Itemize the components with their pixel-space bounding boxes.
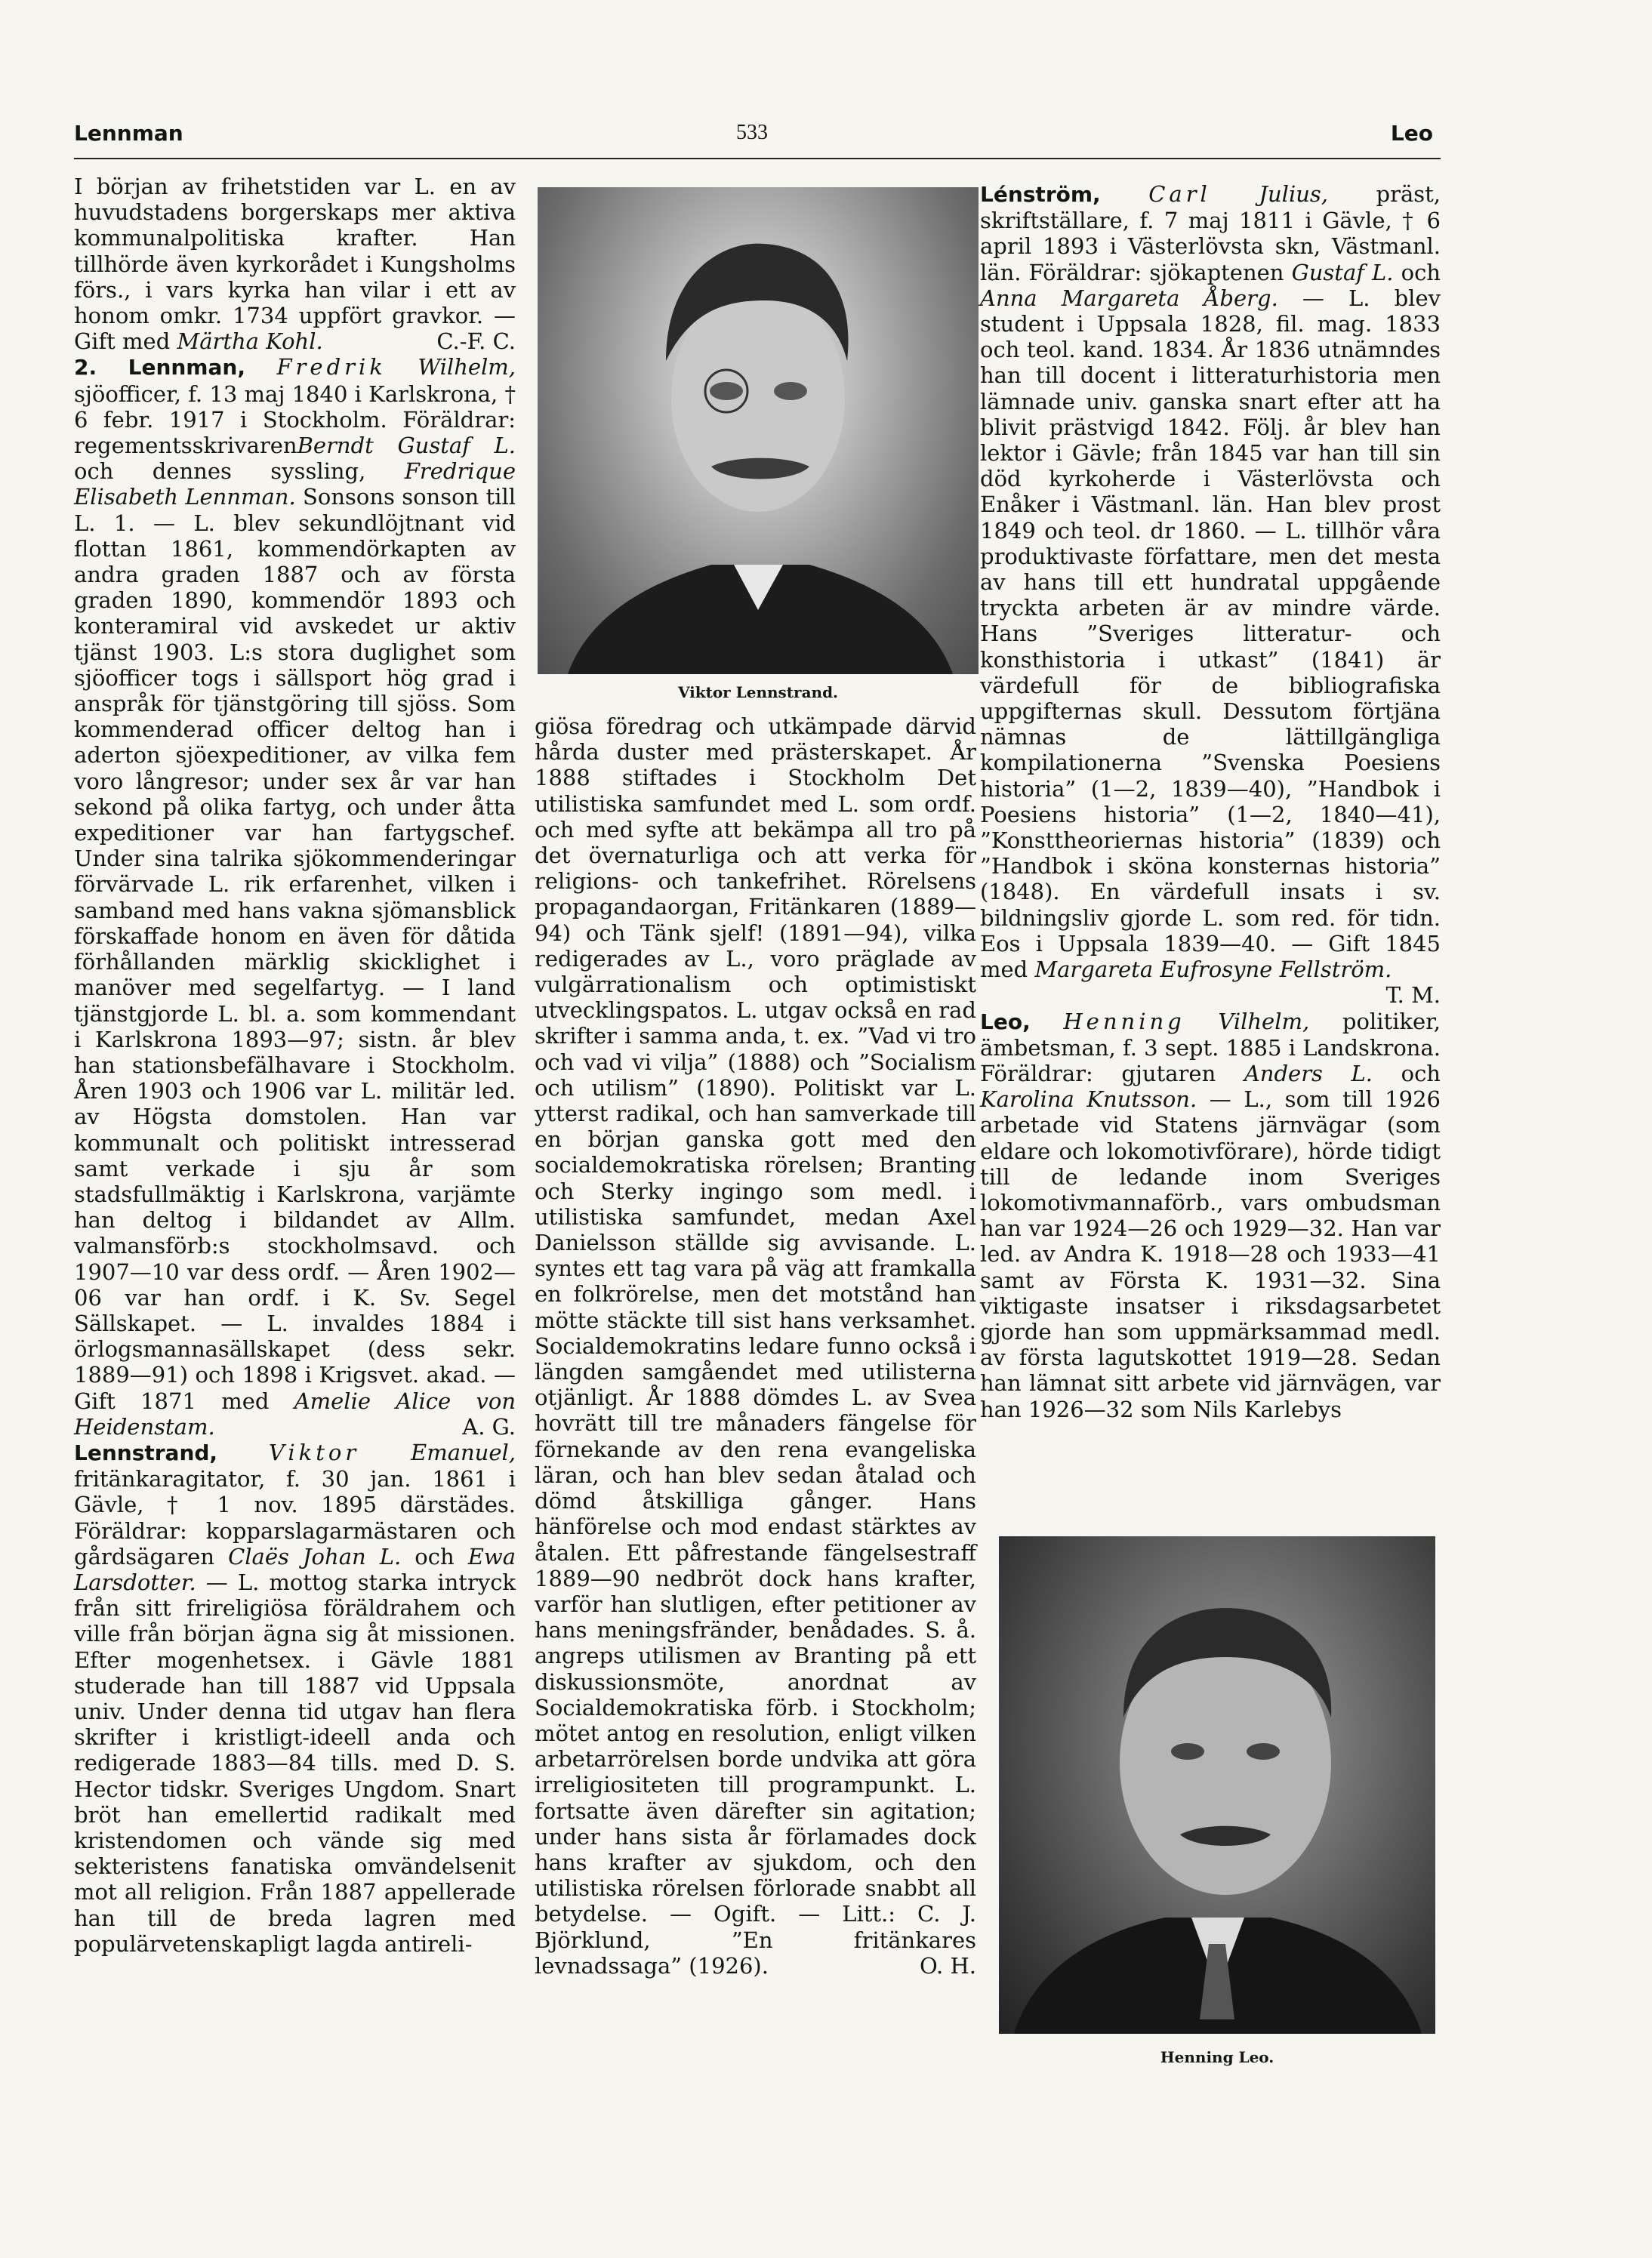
column-1 bbox=[74, 174, 516, 2076]
portrait-drawing bbox=[538, 187, 979, 674]
lennman-1-continuation: I början av frihetstiden var L. en av huvudstadens borgerskaps mer aktiva kommunalpolitiska krafter. Han tillhörde även kyrkorådet i Kungsholms förs., i vars kyrka han vilar i ett av honom omkr. 1734 uppfört gravkor. — Gift med Märtha Kohl. C.-F. C. bbox=[74, 174, 516, 355]
page-number: 533 bbox=[736, 121, 768, 144]
signature: T. M. bbox=[1385, 982, 1441, 1009]
entry-lennstrand-continuation: giösa föredrag och utkämpade därvid hårda duster med prästerskapet. År 1888 stiftades i Stockholm Det utilistiska samfundet med L. som ordf. och med syfte att bekämpa all tro på det övernaturliga och att verka för religions- och tankefrihet. Rörelsens propagandaorgan, Fritänkaren (1889—94) och Tänk sjelf! (1891—94), vilka redigerades av L., voro präglade av vulgärrationalism och optimistiskt utvecklingspatos. L. utgav också en rad skrifter i samma anda, t. ex. ”Vad vi tro och vad vi vilja” (1888) och ”Socialism och utilism” (1890). Politiskt var L. ytterst radikal, och han samverkade till en början ganska gott med den socialdemokratiska rörelsen; Branting och Sterky ingingo som medl. i utilistiska samfundet, medan Axel Danielsson ställde sig avvisande. L. syntes ett tag vara på väg att framkalla en folkrörelse, men det motstånd han mötte stäckte till sist hans verksamhet. Socialdemokratins ledare funno också i längden samgåendet med utilisterna otjänligt. År 1888 dömdes L. av Svea hovrätt till tre månaders fängelse för förnekande av den rena evangeliska läran, och han blev sedan åtalad och dömd åtskilliga gånger. Hans hänförelse och mod endast stärktes av åtalen. Ett påfrestande fängelsestraff 1889—90 nedbröt dock hans krafter, varför han slutligen, efter petitioner av hans meningsfränder, benådades. S. å. angreps utilismen av Branting på ett diskussionsmöte, anordnat av Socialdemokratiska förb. i Stockholm; mötet antog en resolution, enligt vilken arbetarrörelsen borde undvika att göra irreligiositeten till programpunkt. L. fortsatte även därefter sin agitation; under hans sista år förlamades dock hans krafter av sjukdom, och den utilistiska rörelsen förlorade snabbt all betydelse. — Ogift. — Litt.: C. J. Björklund, ”En fritänkares levnadssaga” (1926). O. H. bbox=[535, 713, 976, 1979]
entry-lenstrom: Lénström, Carl Julius, präst, skriftställare, f. 7 maj 1811 i Gävle, † 6 april 1893 i Västerlövsta skn, Västmanl. län. Föräldrar: sjökaptenen Gustaf L. och Anna Margareta Åberg. — L. blev student i Uppsala 1828, fil. mag. 1833 och teol. kand. 1834. År 1836 utnämndes han till docent i litteraturhistoria men lämnade univ. ganska snart efter att ha blivit prästvigd 1842. Följ. år blev han lektor i Gävle; från 1845 var han till sin död kyrkoherde i Västerlövsta och Enåker i Västmanl. län. Han blev prost 1849 och teol. dr 1860. — L. tillhör våra produktivaste författare, men det mesta av hans till ett hundratal uppgående tryckta arbeten är av mindre värde. Hans ”Sveriges litteratur- och konsthistoria i utkast” (1841) är värdefull för de bibliografiska uppgifternas skull. Dessutom förtjäna nämnas de lättillgängliga kompilationerna ”Svenska Poesiens historia” (1—2, 1839—40), ”Handbok i Poesiens historia” (1—2, 1840—41), ”Konsttheoriernas historia” (1839) och ”Handbok i sköna konsternas historia” (1848). En värdefull insats i sv. bildningsliv gjorde L. som red. för tidn. Eos i Uppsala 1839—40. — Gift 1845 med Margareta Eufrosyne Fellström. T. M. bbox=[980, 181, 1441, 1009]
portrait-viktor-lennstrand bbox=[538, 187, 979, 674]
signature: C.-F. C. bbox=[436, 328, 516, 355]
portrait-henning-leo bbox=[999, 1536, 1435, 2034]
entry-lennstrand: Lennstrand, Viktor Emanuel, fritänkaragitator, f. 30 jan. 1861 i Gävle, † 1 nov. 1895 därstädes. Föräldrar: kopparslagarmästaren och gårdsägaren Claës Johan L. och Ewa Larsdotter. — L. mottog starka intryck från sitt frireligiösa föräldrahem och ville från början ägna sig åt missionen. Efter mogenhetsex. i Gävle 1881 studerade han till 1887 vid Uppsala univ. Under denna tid utgav han flera skrifter i kristligt-ideell anda och redigerade 1883—84 tills. med D. S. Hector tidskr. Sveriges Ungdom. Snart bröt han emellertid radikalt med kristendomen och vände sig med sekteristens fanatiska omvändelsenit mot all religion. Från 1887 appellerade han till de breda lagren med populärvetenskapligt lagda antireli- bbox=[74, 1439, 516, 1957]
signature: A. G. bbox=[462, 1413, 516, 1440]
column-2 bbox=[535, 713, 976, 2072]
caption-viktor-lennstrand: Viktor Lennstrand. bbox=[677, 683, 839, 701]
running-head-left: Lennman bbox=[74, 121, 183, 146]
portrait-drawing bbox=[999, 1536, 1435, 2034]
caption-henning-leo: Henning Leo. bbox=[1160, 2048, 1274, 2066]
entry-leo: Leo, Henning Vilhelm, politiker, ämbetsman, f. 3 sept. 1885 i Landskrona. Föräldrar: gjutaren Anders L. och Karolina Knutsson. — L., som till 1926 arbetade vid Statens järnvägar (som eldare och lokomotivförare), hörde tidigt till de ledande inom Sveriges lokomotivmannaförb., vars ombudsman han var 1924—26 och 1929—32. Han var led. av Andra K. 1918—28 och 1933—41 samt av Första K. 1931—32. Sina viktigaste insatser i riksdagsarbetet gjorde han som uppmärksammad medl. av första lagutskottet 1919—28. Sedan han lämnat sitt arbete vid järnvägen, var han 1926—32 som Nils Karlebys bbox=[980, 1008, 1441, 1422]
running-head-right: Leo bbox=[1390, 121, 1433, 146]
headword: Lennstrand, bbox=[74, 1440, 218, 1465]
headword: Lennman, bbox=[128, 355, 245, 380]
header-rule bbox=[74, 158, 1441, 159]
headword: Lénström, bbox=[980, 182, 1101, 207]
headword: Leo, bbox=[980, 1009, 1031, 1034]
entry-lennman-2: 2. Lennman, Fredrik Wilhelm, sjöofficer, f. 13 maj 1840 i Karlskrona, † 6 febr. 1917 i Stockholm. Föräldrar: regementsskrivarenBerndt Gustaf L. och dennes syssling, Fredrique Elisabeth Lennman. Sonsons sonson till L. 1. — L. blev sekundlöjtnant vid flottan 1861, kommendörkapten av andra graden 1887 och av första graden 1890, kommendör 1893 och konteramiral vid avskedet ur aktiv tjänst 1903. L:s stora duglighet som sjöofficer togs i sällsport hög grad i anspråk för tjänstgöring till sjöss. Som kommenderad officer deltog han i aderton sjöexpeditioner, av vilka fem voro långresor; under sex år var han sekond på olika fartyg, och under åtta expeditioner var han fartygschef. Under sina talrika sjökommenderingar förvärvade L. rik erfarenhet, vilken i samband med hans vakna sjömansblick förskaffade honom en även för dåtida förhållanden märklig skicklighet i manöver med segelfartyg. — I land tjänstgjorde L. bl. a. som kommendant i Karlskrona 1893—97; sistn. år blev han stationsbefälhavare i Stockholm. Åren 1903 och 1906 var L. militär led. av Högsta domstolen. Han var kommunalt och politiskt intresserad samt verkade i sju år som stadsfullmäktig i Karlskrona, varjämte han deltog i bildandet av Allm. valmansförb:s stockholmsavd. och 1907—10 var dess ordf. — Åren 1902—06 var han ordf. i K. Sv. Segel Sällskapet. — L. invaldes 1884 i örlogsmannasällskapet (dess sekr. 1889—91) och 1898 i Krigsvet. akad. — Gift 1871 med Amelie Alice von Heidenstam. A. G. bbox=[74, 354, 516, 1440]
signature: O. H. bbox=[919, 1952, 976, 1979]
column-3 bbox=[980, 181, 1441, 1510]
